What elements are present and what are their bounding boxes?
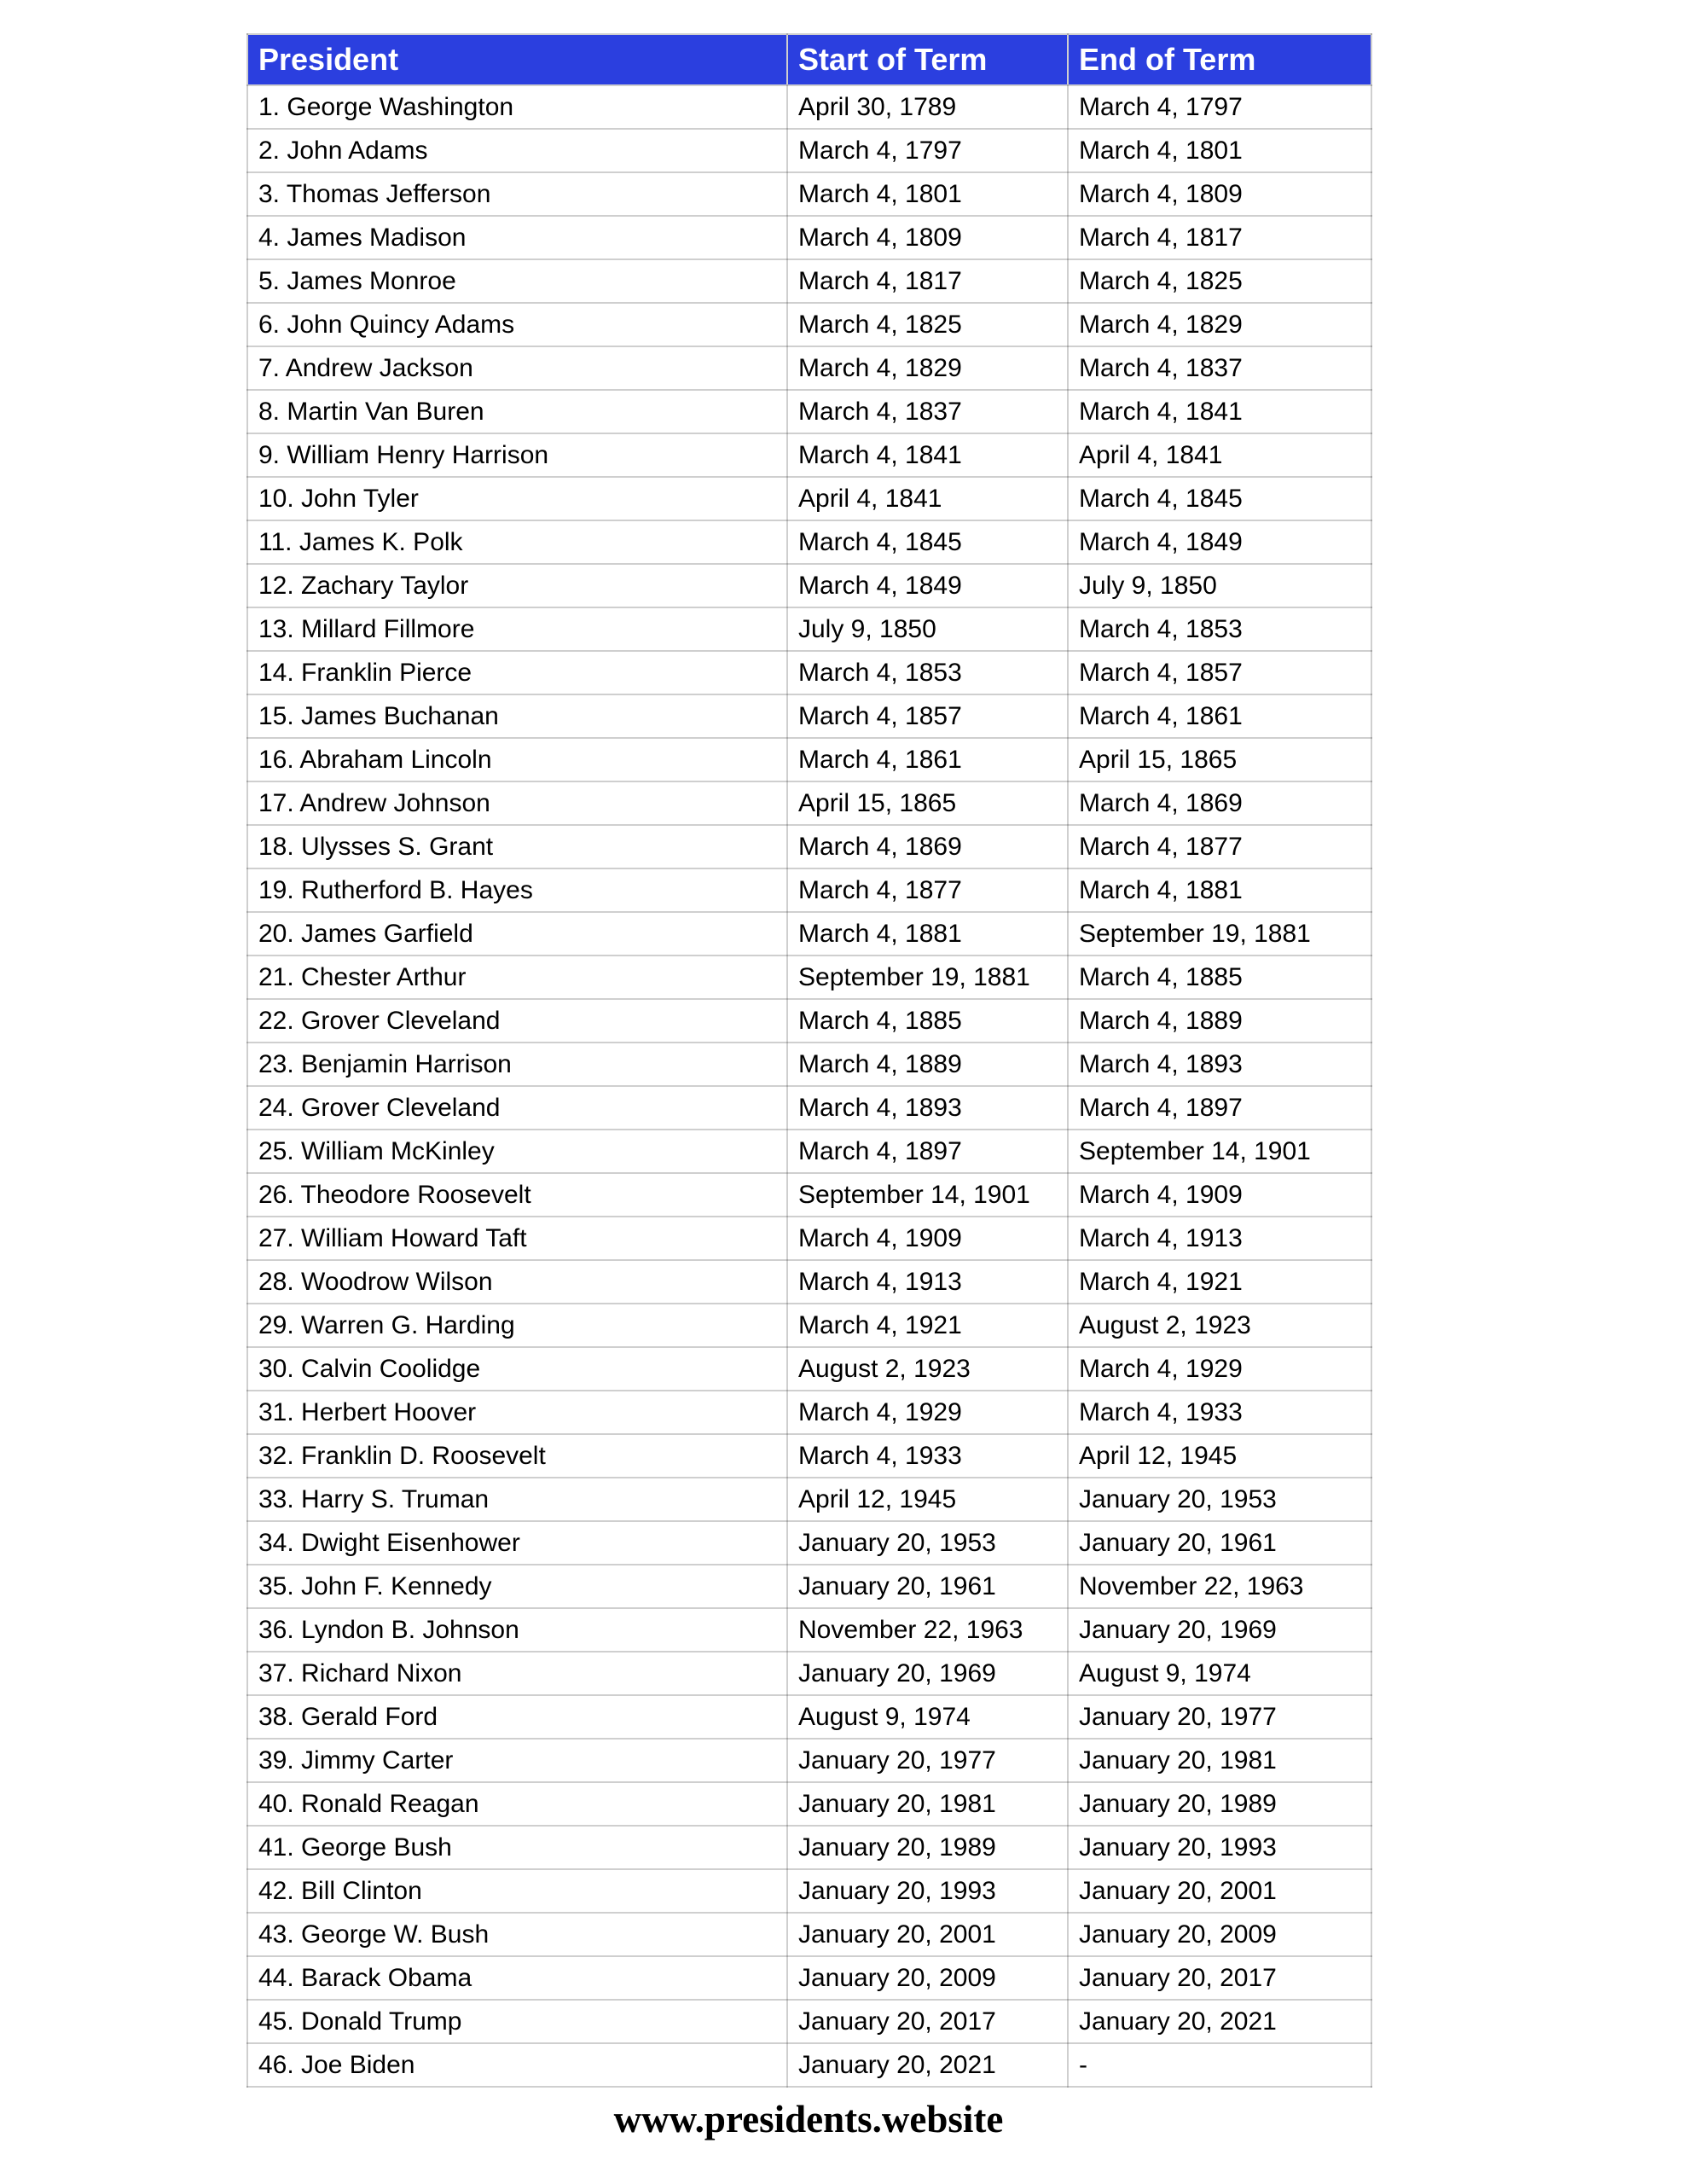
president-cell: 46. Joe Biden (247, 2043, 787, 2087)
start-of-term-cell: March 4, 1853 (787, 651, 1068, 694)
president-cell: 16. Abraham Lincoln (247, 738, 787, 781)
table-row (247, 520, 1371, 564)
start-of-term-cell: January 20, 2017 (787, 2000, 1068, 2043)
end-of-term-cell: April 15, 1865 (1068, 738, 1371, 781)
end-of-term-cell: January 20, 2017 (1068, 1956, 1371, 2000)
president-cell: 29. Warren G. Harding (247, 1304, 787, 1347)
table-body (247, 85, 1371, 2087)
table-row (247, 564, 1371, 607)
end-of-term-cell: - (1068, 2043, 1371, 2087)
end-of-term-cell: January 20, 1981 (1068, 1739, 1371, 1782)
table-row (247, 1173, 1371, 1217)
start-of-term-cell: April 4, 1841 (787, 477, 1068, 520)
end-of-term-cell: March 4, 1869 (1068, 781, 1371, 825)
table-row (247, 2000, 1371, 2043)
president-cell: 17. Andrew Johnson (247, 781, 787, 825)
start-of-term-cell: March 4, 1829 (787, 346, 1068, 390)
president-cell: 35. John F. Kennedy (247, 1565, 787, 1608)
president-cell: 10. John Tyler (247, 477, 787, 520)
table-row (247, 1304, 1371, 1347)
table-row (247, 390, 1371, 433)
start-of-term-cell: March 4, 1909 (787, 1217, 1068, 1260)
end-of-term-cell: March 4, 1877 (1068, 825, 1371, 868)
president-cell: 5. James Monroe (247, 259, 787, 303)
table-row (247, 346, 1371, 390)
president-cell: 38. Gerald Ford (247, 1695, 787, 1739)
end-of-term-cell: March 4, 1921 (1068, 1260, 1371, 1304)
end-of-term-cell: March 4, 1861 (1068, 694, 1371, 738)
president-cell: 13. Millard Fillmore (247, 607, 787, 651)
table-row (247, 1043, 1371, 1086)
start-of-term-cell: January 20, 1953 (787, 1521, 1068, 1565)
end-of-term-cell: March 4, 1801 (1068, 129, 1371, 172)
start-of-term-cell: January 20, 1961 (787, 1565, 1068, 1608)
table-row (247, 477, 1371, 520)
table-row (247, 1608, 1371, 1652)
column-header-end-of-term: End of Term (1068, 34, 1371, 85)
table-row (247, 433, 1371, 477)
end-of-term-cell: March 4, 1889 (1068, 999, 1371, 1043)
end-of-term-cell: July 9, 1850 (1068, 564, 1371, 607)
start-of-term-cell: March 4, 1861 (787, 738, 1068, 781)
start-of-term-cell: September 19, 1881 (787, 956, 1068, 999)
end-of-term-cell: January 20, 1961 (1068, 1521, 1371, 1565)
start-of-term-cell: March 4, 1929 (787, 1391, 1068, 1434)
table-row (247, 1739, 1371, 1782)
end-of-term-cell: March 4, 1837 (1068, 346, 1371, 390)
president-cell: 1. George Washington (247, 85, 787, 129)
president-cell: 26. Theodore Roosevelt (247, 1173, 787, 1217)
table-row (247, 1521, 1371, 1565)
start-of-term-cell: August 9, 1974 (787, 1695, 1068, 1739)
table-row (247, 1130, 1371, 1173)
end-of-term-cell: March 4, 1797 (1068, 85, 1371, 129)
start-of-term-cell: March 4, 1809 (787, 216, 1068, 259)
website-footer-text: www.presidents.website (613, 2098, 1004, 2140)
start-of-term-cell: January 20, 1989 (787, 1826, 1068, 1869)
president-cell: 20. James Garfield (247, 912, 787, 956)
president-cell: 22. Grover Cleveland (247, 999, 787, 1043)
table-row (247, 1695, 1371, 1739)
table-row (247, 999, 1371, 1043)
table-row (247, 868, 1371, 912)
president-cell: 41. George Bush (247, 1826, 787, 1869)
table-row (247, 607, 1371, 651)
end-of-term-cell: November 22, 1963 (1068, 1565, 1371, 1608)
table-row (247, 1913, 1371, 1956)
start-of-term-cell: July 9, 1850 (787, 607, 1068, 651)
end-of-term-cell: August 2, 1923 (1068, 1304, 1371, 1347)
president-cell: 33. Harry S. Truman (247, 1478, 787, 1521)
start-of-term-cell: March 4, 1885 (787, 999, 1068, 1043)
president-cell: 36. Lyndon B. Johnson (247, 1608, 787, 1652)
table-row (247, 2043, 1371, 2087)
table-row (247, 1826, 1371, 1869)
table-row (247, 825, 1371, 868)
end-of-term-cell: March 4, 1829 (1068, 303, 1371, 346)
end-of-term-cell: September 19, 1881 (1068, 912, 1371, 956)
end-of-term-cell: January 20, 1953 (1068, 1478, 1371, 1521)
end-of-term-cell: January 20, 1989 (1068, 1782, 1371, 1826)
president-cell: 25. William McKinley (247, 1130, 787, 1173)
start-of-term-cell: April 12, 1945 (787, 1478, 1068, 1521)
president-cell: 19. Rutherford B. Hayes (247, 868, 787, 912)
end-of-term-cell: March 4, 1841 (1068, 390, 1371, 433)
start-of-term-cell: March 4, 1817 (787, 259, 1068, 303)
start-of-term-cell: August 2, 1923 (787, 1347, 1068, 1391)
table-row (247, 912, 1371, 956)
start-of-term-cell: January 20, 1993 (787, 1869, 1068, 1913)
end-of-term-cell: March 4, 1845 (1068, 477, 1371, 520)
column-header-president: President (247, 34, 787, 85)
end-of-term-cell: March 4, 1881 (1068, 868, 1371, 912)
president-cell: 2. John Adams (247, 129, 787, 172)
end-of-term-cell: March 4, 1913 (1068, 1217, 1371, 1260)
table-row (247, 781, 1371, 825)
table-row (247, 1086, 1371, 1130)
president-cell: 7. Andrew Jackson (247, 346, 787, 390)
table-row (247, 1652, 1371, 1695)
president-cell: 31. Herbert Hoover (247, 1391, 787, 1434)
table-row (247, 259, 1371, 303)
table-row (247, 303, 1371, 346)
end-of-term-cell: March 4, 1893 (1068, 1043, 1371, 1086)
table-row (247, 216, 1371, 259)
end-of-term-cell: April 4, 1841 (1068, 433, 1371, 477)
president-cell: 23. Benjamin Harrison (247, 1043, 787, 1086)
table-row (247, 1260, 1371, 1304)
table-row (247, 172, 1371, 216)
president-cell: 39. Jimmy Carter (247, 1739, 787, 1782)
start-of-term-cell: January 20, 2021 (787, 2043, 1068, 2087)
table-row (247, 85, 1371, 129)
start-of-term-cell: March 4, 1933 (787, 1434, 1068, 1478)
end-of-term-cell: September 14, 1901 (1068, 1130, 1371, 1173)
president-cell: 32. Franklin D. Roosevelt (247, 1434, 787, 1478)
end-of-term-cell: March 4, 1929 (1068, 1347, 1371, 1391)
end-of-term-cell: March 4, 1897 (1068, 1086, 1371, 1130)
start-of-term-cell: January 20, 1969 (787, 1652, 1068, 1695)
table-row (247, 1782, 1371, 1826)
start-of-term-cell: March 4, 1801 (787, 172, 1068, 216)
table-row (247, 956, 1371, 999)
end-of-term-cell: January 20, 2021 (1068, 2000, 1371, 2043)
start-of-term-cell: November 22, 1963 (787, 1608, 1068, 1652)
presidents-term-table (246, 33, 1372, 2088)
table-row (247, 1869, 1371, 1913)
president-cell: 24. Grover Cleveland (247, 1086, 787, 1130)
table-row (247, 1956, 1371, 2000)
table-row (247, 1434, 1371, 1478)
table-row (247, 1565, 1371, 1608)
president-cell: 9. William Henry Harrison (247, 433, 787, 477)
president-cell: 30. Calvin Coolidge (247, 1347, 787, 1391)
end-of-term-cell: April 12, 1945 (1068, 1434, 1371, 1478)
president-cell: 11. James K. Polk (247, 520, 787, 564)
president-cell: 42. Bill Clinton (247, 1869, 787, 1913)
column-header-start-of-term: Start of Term (787, 34, 1068, 85)
table-row (247, 129, 1371, 172)
start-of-term-cell: January 20, 1977 (787, 1739, 1068, 1782)
start-of-term-cell: March 4, 1893 (787, 1086, 1068, 1130)
table-row (247, 738, 1371, 781)
president-cell: 40. Ronald Reagan (247, 1782, 787, 1826)
president-cell: 18. Ulysses S. Grant (247, 825, 787, 868)
president-cell: 12. Zachary Taylor (247, 564, 787, 607)
start-of-term-cell: March 4, 1837 (787, 390, 1068, 433)
end-of-term-cell: March 4, 1909 (1068, 1173, 1371, 1217)
start-of-term-cell: January 20, 2001 (787, 1913, 1068, 1956)
end-of-term-cell: March 4, 1885 (1068, 956, 1371, 999)
president-cell: 4. James Madison (247, 216, 787, 259)
start-of-term-cell: March 4, 1881 (787, 912, 1068, 956)
start-of-term-cell: March 4, 1841 (787, 433, 1068, 477)
start-of-term-cell: April 30, 1789 (787, 85, 1068, 129)
president-cell: 21. Chester Arthur (247, 956, 787, 999)
start-of-term-cell: January 20, 1981 (787, 1782, 1068, 1826)
president-cell: 15. James Buchanan (247, 694, 787, 738)
end-of-term-cell: March 4, 1825 (1068, 259, 1371, 303)
president-cell: 37. Richard Nixon (247, 1652, 787, 1695)
start-of-term-cell: March 4, 1849 (787, 564, 1068, 607)
start-of-term-cell: March 4, 1825 (787, 303, 1068, 346)
start-of-term-cell: September 14, 1901 (787, 1173, 1068, 1217)
end-of-term-cell: March 4, 1809 (1068, 172, 1371, 216)
table-row (247, 1217, 1371, 1260)
end-of-term-cell: March 4, 1933 (1068, 1391, 1371, 1434)
end-of-term-cell: March 4, 1853 (1068, 607, 1371, 651)
start-of-term-cell: March 4, 1857 (787, 694, 1068, 738)
start-of-term-cell: March 4, 1877 (787, 868, 1068, 912)
end-of-term-cell: January 20, 2009 (1068, 1913, 1371, 1956)
table-row (247, 1347, 1371, 1391)
president-cell: 6. John Quincy Adams (247, 303, 787, 346)
president-cell: 14. Franklin Pierce (247, 651, 787, 694)
start-of-term-cell: March 4, 1921 (787, 1304, 1068, 1347)
end-of-term-cell: March 4, 1849 (1068, 520, 1371, 564)
start-of-term-cell: April 15, 1865 (787, 781, 1068, 825)
start-of-term-cell: March 4, 1845 (787, 520, 1068, 564)
table-row (247, 651, 1371, 694)
table-row (247, 694, 1371, 738)
end-of-term-cell: January 20, 1993 (1068, 1826, 1371, 1869)
president-cell: 44. Barack Obama (247, 1956, 787, 2000)
president-cell: 28. Woodrow Wilson (247, 1260, 787, 1304)
end-of-term-cell: August 9, 1974 (1068, 1652, 1371, 1695)
end-of-term-cell: January 20, 1969 (1068, 1608, 1371, 1652)
start-of-term-cell: March 4, 1797 (787, 129, 1068, 172)
president-cell: 45. Donald Trump (247, 2000, 787, 2043)
end-of-term-cell: January 20, 1977 (1068, 1695, 1371, 1739)
end-of-term-cell: March 4, 1817 (1068, 216, 1371, 259)
start-of-term-cell: March 4, 1897 (787, 1130, 1068, 1173)
header-row (247, 34, 1371, 85)
start-of-term-cell: March 4, 1913 (787, 1260, 1068, 1304)
start-of-term-cell: March 4, 1889 (787, 1043, 1068, 1086)
start-of-term-cell: March 4, 1869 (787, 825, 1068, 868)
president-cell: 8. Martin Van Buren (247, 390, 787, 433)
president-cell: 3. Thomas Jefferson (247, 172, 787, 216)
end-of-term-cell: March 4, 1857 (1068, 651, 1371, 694)
table-row (247, 1478, 1371, 1521)
start-of-term-cell: January 20, 2009 (787, 1956, 1068, 2000)
president-cell: 34. Dwight Eisenhower (247, 1521, 787, 1565)
table-row (247, 1391, 1371, 1434)
president-cell: 27. William Howard Taft (247, 1217, 787, 1260)
end-of-term-cell: January 20, 2001 (1068, 1869, 1371, 1913)
president-cell: 43. George W. Bush (247, 1913, 787, 1956)
